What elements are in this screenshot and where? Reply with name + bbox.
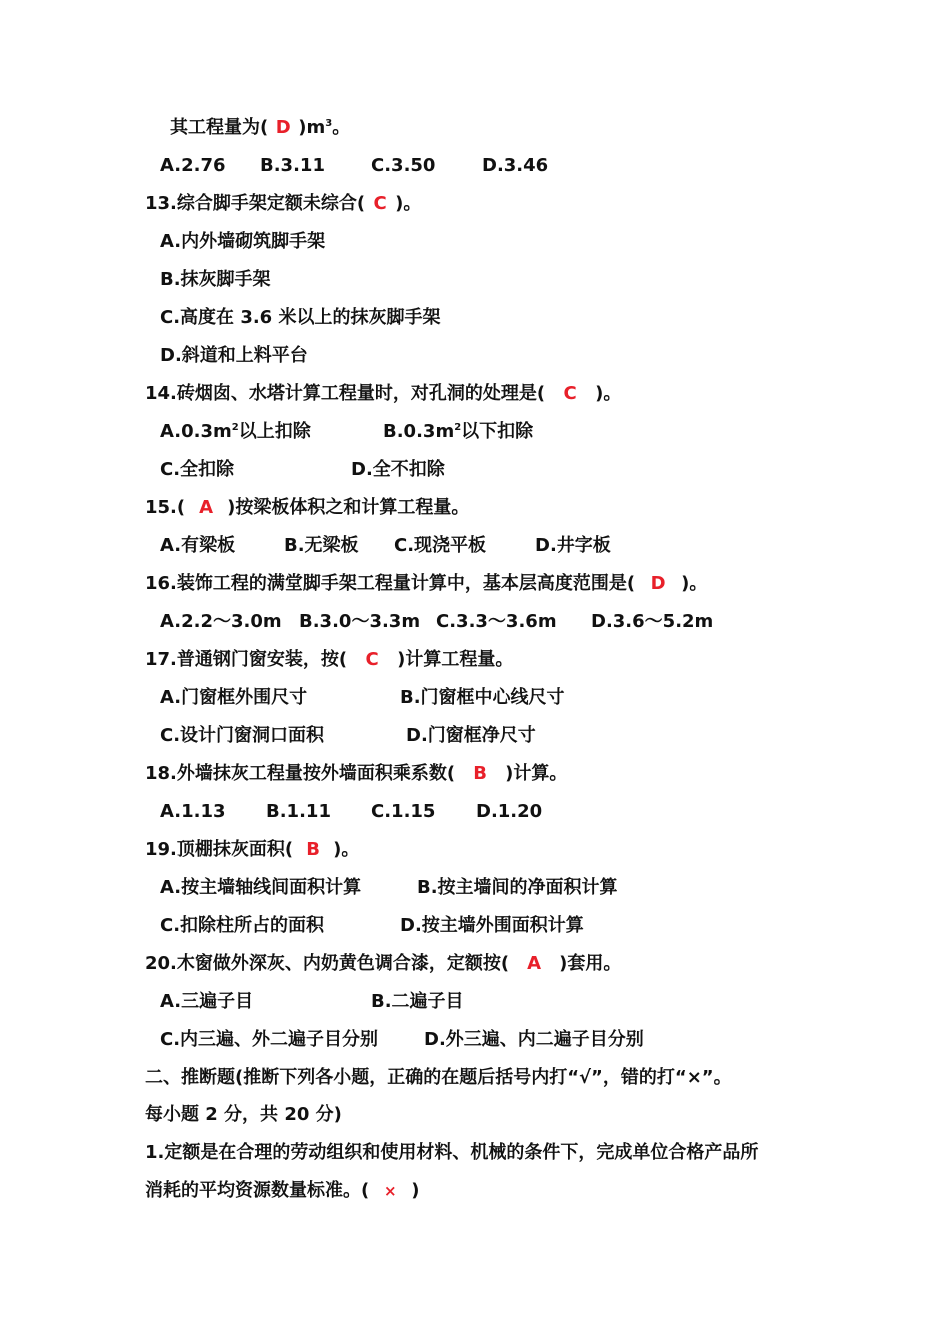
q15-stem: 15.( A )按梁板体积之和计算工程量。 <box>145 497 470 518</box>
q18-option-a: A.1.13 <box>160 801 226 822</box>
q17-answer: C <box>365 649 379 670</box>
q19-option-a: A.按主墙轴线间面积计算 <box>160 877 362 898</box>
q15-option-c: C.现浇平板 <box>394 535 487 556</box>
section2-heading-line2: 每小题 2 分，共 20 分) <box>145 1104 342 1125</box>
tf1-stem-line2: 消耗的平均资源数量标准。( × ) <box>145 1180 420 1201</box>
q13-option-c: C.高度在 3.6 米以上的抹灰脚手架 <box>160 307 441 328</box>
q17-option-d: D.门窗框净尺寸 <box>406 725 536 746</box>
q12-stem: 其工程量为( D )$m^3$。 <box>170 117 351 138</box>
q14-option-c: C.全扣除 <box>160 459 235 480</box>
q17-option-b: B.门窗框中心线尺寸 <box>400 687 565 708</box>
q19-stem: 19.顶棚抹灰面积( B )。 <box>145 839 360 860</box>
q15-option-a: A.有梁板 <box>160 535 236 556</box>
q13-stem: 13.综合脚手架定额未综合( C )。 <box>145 193 422 214</box>
q14-answer: C <box>563 383 577 404</box>
q13-option-a: A.内外墙砌筑脚手架 <box>160 231 326 252</box>
tf1-answer: × <box>383 1182 397 1200</box>
q14-option-d: D.全不扣除 <box>351 459 445 480</box>
q20-option-d: D.外三遍、内二遍子目分别 <box>424 1029 644 1050</box>
q20-option-c: C.内三遍、外二遍子目分别 <box>160 1029 379 1050</box>
q19-answer: B <box>306 839 320 860</box>
q16-answer: D <box>650 573 666 594</box>
q17-option-a: A.门窗框外围尺寸 <box>160 687 308 708</box>
q12-option-c: C.3.50 <box>371 155 436 176</box>
q19-option-c: C.扣除柱所占的面积 <box>160 915 325 936</box>
q13-answer: C <box>373 193 387 214</box>
section2-heading-line1: 二、推断题(推断下列各小题，正确的在题后括号内打“√”，错的打“×”。 <box>145 1067 732 1088</box>
tf1-stem-line1: 1.定额是在合理的劳动组织和使用材料、机械的条件下，完成单位合格产品所 <box>145 1142 759 1163</box>
q17-option-c: C.设计门窗洞口面积 <box>160 725 325 746</box>
q16-stem: 16.装饰工程的满堂脚手架工程量计算中，基本层高度范围是( D )。 <box>145 573 708 594</box>
q18-option-c: C.1.15 <box>371 801 436 822</box>
q15-option-b: B.无梁板 <box>284 535 359 556</box>
q13-option-b: B.抹灰脚手架 <box>160 269 271 290</box>
q12-option-d: D.3.46 <box>482 155 549 176</box>
q20-option-a: A.三遍子目 <box>160 991 254 1012</box>
q18-option-d: D.1.20 <box>476 801 543 822</box>
q15-option-d: D.井字板 <box>535 535 611 556</box>
q16-option-c: C.3.3～3.6m <box>436 611 557 632</box>
q19-option-b: B.按主墙间的净面积计算 <box>417 877 618 898</box>
q12-answer: D <box>275 117 291 138</box>
q17-stem: 17.普通钢门窗安装，按( C )计算工程量。 <box>145 649 514 670</box>
q18-option-b: B.1.11 <box>266 801 331 822</box>
q16-option-d: D.3.6～5.2m <box>591 611 714 632</box>
q19-option-d: D.按主墙外围面积计算 <box>400 915 584 936</box>
q16-option-a: A.2.2～3.0m <box>160 611 282 632</box>
q13-option-d: D.斜道和上料平台 <box>160 345 308 366</box>
q14-stem: 14.砖烟囱、水塔计算工程量时，对孔洞的处理是( C )。 <box>145 383 622 404</box>
q15-answer: A <box>199 497 214 518</box>
q14-option-b: $B.0.3m^2$以下扣除 <box>383 421 534 442</box>
q20-answer: A <box>527 953 542 974</box>
q20-option-b: B.二遍子目 <box>371 991 464 1012</box>
q20-stem: 20.木窗做外深灰、内奶黄色调合漆，定额按( A )套用。 <box>145 953 622 974</box>
q16-option-b: B.3.0～3.3m <box>299 611 421 632</box>
q12-option-b: B.3.11 <box>260 155 325 176</box>
q12-option-a: A.2.76 <box>160 155 226 176</box>
q14-option-a: $A.0.3m^2$以上扣除 <box>160 421 311 442</box>
q18-stem: 18.外墙抹灰工程量按外墙面积乘系数( B )计算。 <box>145 763 568 784</box>
q18-answer: B <box>473 763 487 784</box>
